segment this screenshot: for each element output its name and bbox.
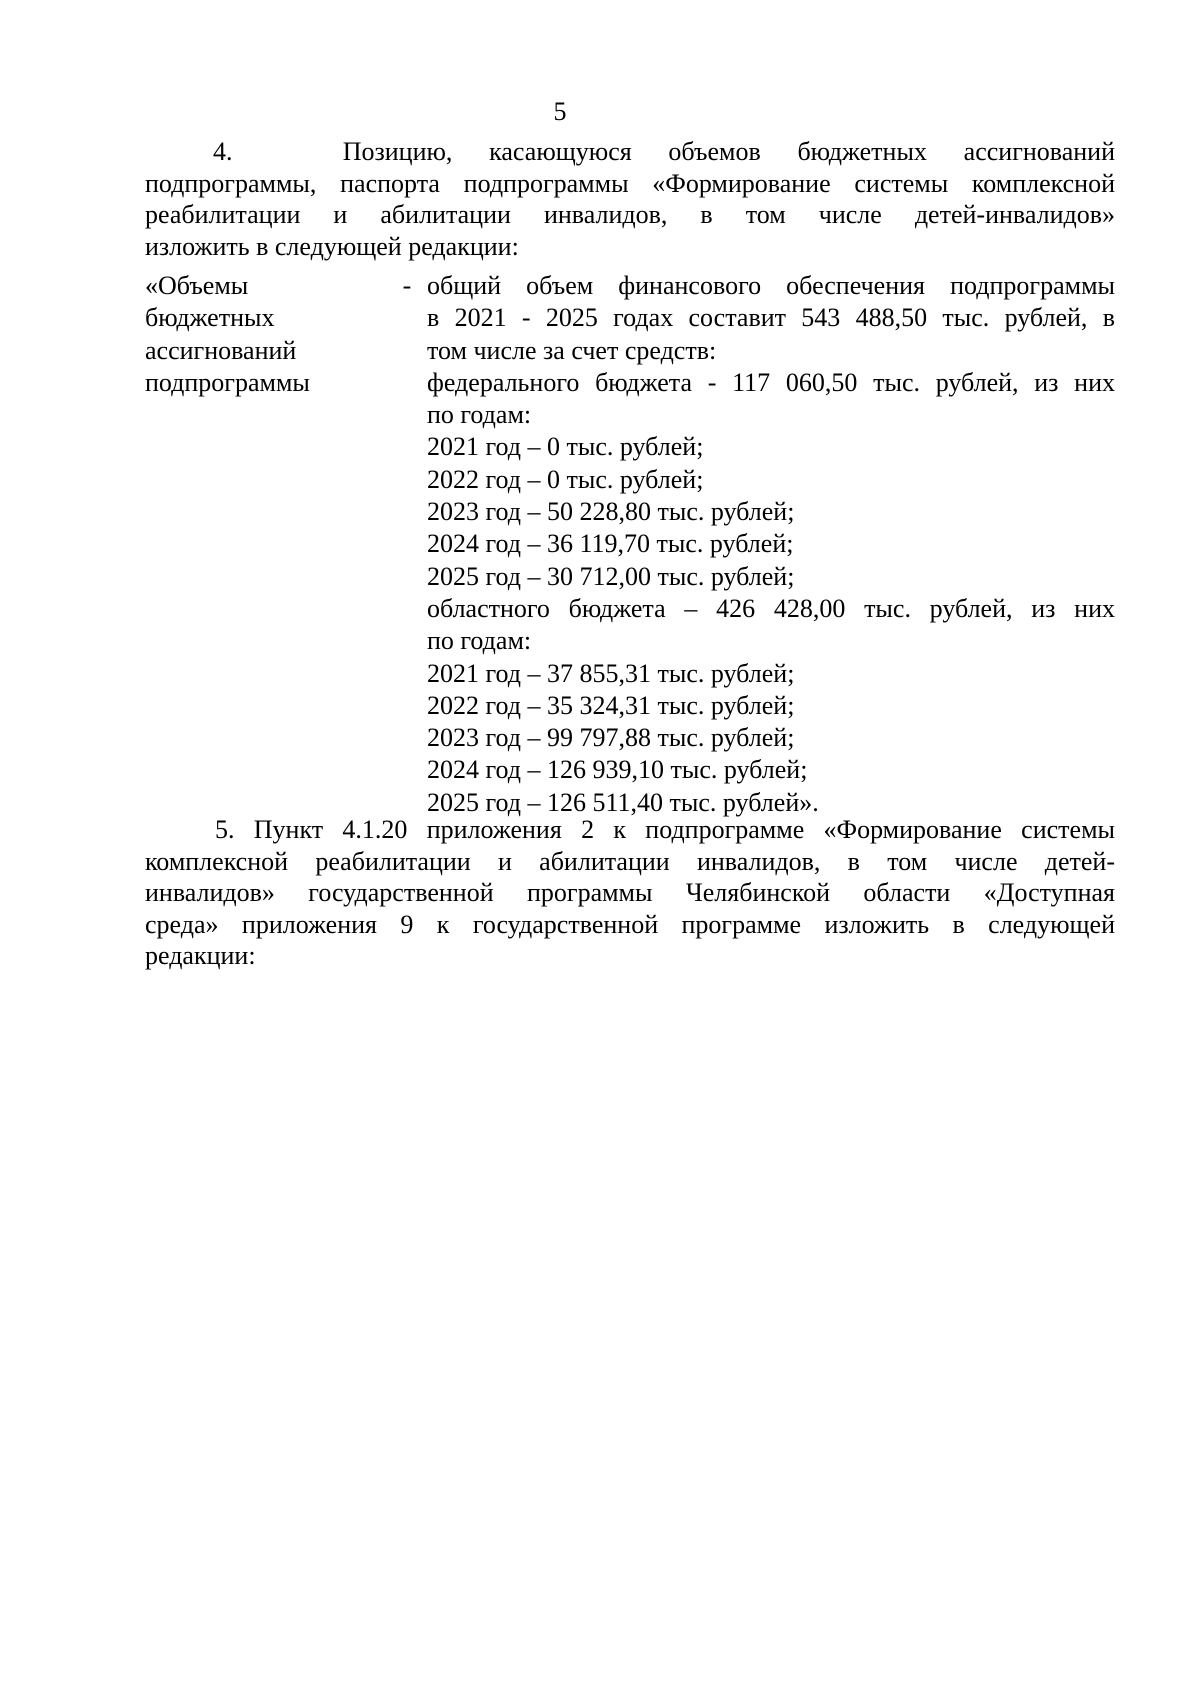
paragraph-line: инвалидов» государственной программы Челябинской области «Доступная [145,878,1115,907]
passport-value-line: по годам: [427,626,532,656]
passport-value-line: 2023 год – 99 797,88 тыс. рублей; [427,723,795,753]
paragraph-line: изложить в следующей редакции: [145,231,519,261]
passport-value-line: общий объем финансового обеспечения подпрограммы [427,271,1115,300]
passport-dash: - [402,271,412,300]
passport-value-line: 2021 год – 37 855,31 тыс. рублей; [427,658,795,688]
passport-value-line: 2023 год – 50 228,80 тыс. рублей; [427,497,795,527]
passport-value [427,270,1115,819]
paragraph-item-5 [145,814,1115,972]
paragraph-item-4 [145,136,1115,262]
passport-value-line: том числе за счет средств: [427,335,717,365]
passport-value-line: 2024 год – 126 939,10 тыс. рублей; [427,755,808,785]
paragraph-line: 5. Пункт 4.1.20 приложения 2 к подпрограмме «Формирование системы [215,815,1115,844]
passport-value-line: по годам: [427,400,532,430]
passport-value-line: 2022 год – 0 тыс. рублей; [427,464,704,494]
paragraph-line: среда» приложения 9 к государственной программе изложить в следующей [145,909,1115,939]
paragraph-line: комплексной реабилитации и абилитации инвалидов, в том числе детей- [145,846,1115,876]
passport-value-line: областного бюджета – 426 428,00 тыс. рублей, из них [427,593,1115,623]
passport-label-line: ассигнований [145,335,297,365]
paragraph-line: подпрограммы, паспорта подпрограммы «Формирование системы комплексной [145,168,1115,198]
passport-label-line: «Объемы [145,271,249,300]
page-number: 5 [553,97,567,126]
passport-label-line: бюджетных [145,303,275,333]
passport-value-line: 2024 год – 36 119,70 тыс. рублей; [427,529,794,559]
passport-label-line: подпрограммы [145,367,310,397]
paragraph-line: реабилитации и абилитации инвалидов, в том числе детей-инвалидов» [145,200,1115,229]
passport-value-line: в 2021 - 2025 годах составит 543 488,50 тыс. рублей, в [427,303,1115,333]
passport-value-line: федерального бюджета - 117 060,50 тыс. рублей, из них [427,367,1115,397]
passport-value-line: 2021 год – 0 тыс. рублей; [427,432,704,462]
paragraph-line: редакции: [145,941,256,970]
passport-value-line: 2025 год – 126 511,40 тыс. рублей». [427,787,819,817]
passport-label [145,270,385,399]
passport-value-line: 2025 год – 30 712,00 тыс. рублей; [427,561,795,591]
paragraph-line: 4. Позицию, касающуюся объемов бюджетных ассигнований [213,137,1115,166]
passport-value-line: 2022 год – 35 324,31 тыс. рублей; [427,690,795,720]
